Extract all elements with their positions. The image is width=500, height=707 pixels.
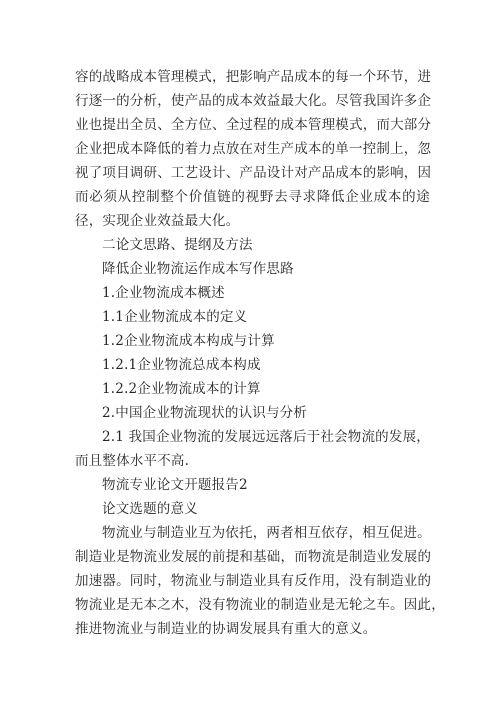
paragraph-line: 业也提出全员、全方位、全过程的成本管理模式，而大部分: [75, 117, 432, 133]
paragraph-line: 容的战略成本管理模式，把影响产品成本的每一个环节，进: [75, 69, 432, 85]
paragraph-line: 而且整体水平不高.: [75, 453, 190, 469]
outline-item: 1.2企业物流成本构成与计算: [102, 333, 275, 349]
outline-item: 1.2.1企业物流总成本构成: [102, 357, 261, 373]
outline-item: 1.企业物流成本概述: [102, 285, 225, 301]
section-heading: 降低企业物流运作成本写作思路: [102, 261, 294, 277]
paragraph-line: 视了项目调研、工艺设计、产品设计对产品成本的影响，因: [75, 165, 432, 181]
paragraph-line: 行逐一的分析，使产品的成本效益最大化。尽管我国许多企: [75, 93, 432, 109]
paragraph-line: 企业把成本降低的着力点放在对生产成本的单一控制上，忽: [75, 141, 432, 157]
section-heading: 物流专业论文开题报告2: [102, 477, 248, 493]
paragraph-line: 制造业是物流业发展的前提和基础，而物流是制造业发展的: [75, 549, 432, 565]
outline-item: 2.中国企业物流现状的认识与分析: [102, 405, 308, 421]
paragraph-line: 径，实现企业效益最大化。: [75, 213, 240, 229]
outline-item: 1.1企业物流成本的定义: [102, 309, 248, 325]
paragraph-line: 物流业与制造业互为依托，两者相互依存，相互促进。: [102, 525, 431, 541]
paragraph-line: 加速器。同时，物流业与制造业具有反作用，没有制造业的: [75, 573, 432, 589]
outline-item: 1.2.2企业物流成本的计算: [102, 381, 261, 397]
paragraph-line: 而必须从控制整个价值链的视野去寻求降低企业成本的途: [75, 189, 430, 205]
outline-item: 2.1 我国企业物流的发展远远落后于社会物流的发展，: [102, 429, 430, 445]
paragraph-line: 物流业是无本之木，没有物流业的制造业是无轮之车。因此，: [75, 597, 445, 613]
paragraph-line: 推进物流业与制造业的协调发展具有重大的意义。: [75, 621, 377, 637]
section-heading: 二论文思路、提纲及方法: [102, 237, 253, 253]
section-heading: 论文选题的意义: [102, 501, 198, 517]
